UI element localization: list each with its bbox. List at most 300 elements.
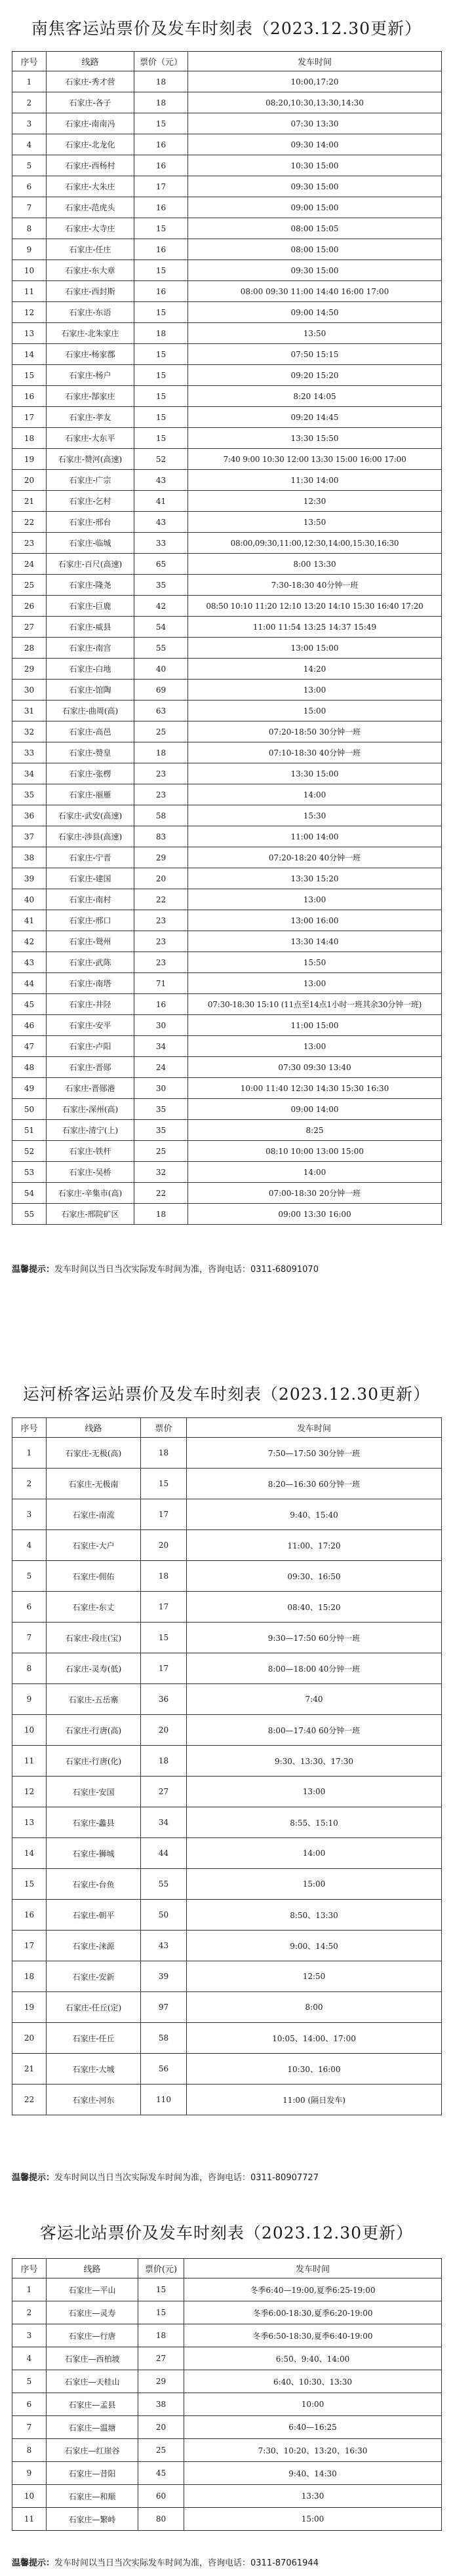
table-row <box>12 1078 442 1099</box>
row-fare: 36 <box>141 1684 187 1715</box>
row-index: 12 <box>12 1777 47 1807</box>
table-row <box>12 617 442 638</box>
table-body-nanjiao <box>12 71 442 1225</box>
row-fare: 60 <box>138 2485 184 2508</box>
row-route: 石家庄-蠡县 <box>47 1807 141 1838</box>
row-route: 石家庄-馆陶 <box>47 680 134 701</box>
table-row <box>12 491 442 512</box>
row-fare: 23 <box>134 931 188 952</box>
table-row <box>12 176 442 197</box>
header-departure: 发车时间 <box>187 1418 442 1438</box>
row-departure: 14:00 <box>187 1838 442 1869</box>
row-route: 石家庄-安平 <box>47 1015 134 1036</box>
row-fare: 25 <box>134 721 188 742</box>
table-row <box>12 2439 442 2462</box>
row-index: 5 <box>12 155 47 176</box>
table-row <box>12 449 442 470</box>
row-index: 7 <box>12 2416 47 2439</box>
row-index: 8 <box>12 1653 47 1684</box>
row-fare: 55 <box>141 1869 187 1900</box>
header-route: 线路 <box>47 2259 138 2278</box>
table-row <box>12 155 442 176</box>
row-index: 5 <box>12 2370 47 2393</box>
table-row <box>12 994 442 1015</box>
row-fare: 15 <box>134 113 188 134</box>
row-fare: 34 <box>134 1036 188 1057</box>
row-departure: 7:40 <box>187 1684 442 1715</box>
row-departure: 8:00 13:30 <box>188 554 442 575</box>
row-index: 34 <box>12 763 47 784</box>
table-row <box>12 784 442 805</box>
row-route: 石家庄-安国 <box>47 1777 141 1807</box>
row-departure: 08:00 09:30 11:00 14:40 16:00 17:00 <box>188 281 442 302</box>
row-index: 15 <box>12 365 47 386</box>
row-fare: 97 <box>141 1992 187 2023</box>
row-index: 2 <box>12 2301 47 2324</box>
row-fare: 15 <box>134 428 188 449</box>
row-fare: 80 <box>138 2508 184 2531</box>
table-row <box>12 910 442 931</box>
row-departure: 14:20 <box>188 659 442 680</box>
row-route: 石家庄-南宫 <box>47 638 134 659</box>
row-fare: 25 <box>134 1141 188 1162</box>
table-title-nanjiao: 南焦客运站票价及发车时刻表（2023.12.30更新） <box>31 19 422 38</box>
table-row <box>12 134 442 155</box>
row-route: 石家庄—繁峙 <box>47 2508 138 2531</box>
header-departure: 发车时间 <box>184 2259 442 2278</box>
table-row <box>12 1992 442 2023</box>
row-route: 石家庄-建国 <box>47 868 134 889</box>
row-fare: 16 <box>134 994 188 1015</box>
table-header-row <box>12 52 442 71</box>
table-row <box>12 533 442 554</box>
row-route: 石家庄-郜家庄 <box>47 386 134 407</box>
row-index: 1 <box>12 71 47 92</box>
table-row <box>12 323 442 344</box>
table-title-keyunbeizhan: 客运北站票价及发车时刻表（2023.12.30更新） <box>39 2223 414 2242</box>
row-index: 21 <box>12 2054 47 2085</box>
row-departure: 13:00 16:00 <box>188 910 442 931</box>
row-index: 3 <box>12 2324 47 2347</box>
row-departure: 09:00 13:30 16:00 <box>188 1204 442 1225</box>
table-row <box>12 826 442 847</box>
row-departure: 10:05、14:00、17:00 <box>187 2023 442 2054</box>
notice-text: 发车时间以当日当次实际发车时间为准，咨询电话：0311-68091070 <box>54 1265 319 1275</box>
row-route: 石家庄-杨户 <box>47 365 134 386</box>
table-row <box>12 302 442 323</box>
row-route: 石家庄-朝平 <box>47 1900 141 1931</box>
row-route: 石家庄-井陉 <box>47 994 134 1015</box>
row-departure: 09:30 15:00 <box>188 176 442 197</box>
row-departure: 12:50 <box>187 1961 442 1992</box>
row-departure: 13:30 <box>184 2485 442 2508</box>
notice-text: 发车时间以当日当次实际发车时间为准，咨询电话：0311-80907727 <box>54 2173 319 2183</box>
notice-yunheqiao <box>12 2170 441 2183</box>
row-route: 石家庄-丽雁 <box>47 784 134 805</box>
row-fare: 35 <box>134 1120 188 1141</box>
row-index: 14 <box>12 1838 47 1869</box>
table-row <box>12 2278 442 2301</box>
row-index: 13 <box>12 1807 47 1838</box>
row-fare: 33 <box>134 533 188 554</box>
row-route: 石家庄-鸳州 <box>47 931 134 952</box>
table-row <box>12 721 442 742</box>
schedule-table-nanjiao <box>12 51 442 1225</box>
row-index: 44 <box>12 973 47 994</box>
row-fare: 71 <box>134 973 188 994</box>
row-route: 石家庄-范虎头 <box>47 197 134 218</box>
row-index: 32 <box>12 721 47 742</box>
row-route: 石家庄-大户 <box>47 1530 141 1561</box>
row-fare: 27 <box>141 1777 187 1807</box>
row-route: 石家庄-河东 <box>47 2085 141 2115</box>
table-row <box>12 218 442 239</box>
row-index: 28 <box>12 638 47 659</box>
row-route: 石家庄—灵寿 <box>47 2301 138 2324</box>
row-departure: 09:20 15:20 <box>188 365 442 386</box>
row-route: 石家庄-铁杆 <box>47 1141 134 1162</box>
row-departure: 09:30、16:50 <box>187 1561 442 1592</box>
row-route: 石家庄-涞源 <box>47 1931 141 1961</box>
row-index: 11 <box>12 1746 47 1777</box>
row-index: 12 <box>12 302 47 323</box>
row-index: 53 <box>12 1162 47 1183</box>
row-departure: 09:00 15:00 <box>188 197 442 218</box>
row-route: 石家庄-赞河(高速) <box>47 449 134 470</box>
row-fare: 15 <box>138 2278 184 2301</box>
row-index: 2 <box>12 1469 47 1499</box>
table-row <box>12 1204 442 1225</box>
row-index: 9 <box>12 239 47 260</box>
header-index: 序号 <box>12 2259 47 2278</box>
table-header-row <box>12 2259 442 2278</box>
row-fare: 15 <box>134 344 188 365</box>
row-route: 石家庄-佣佑 <box>47 1561 141 1592</box>
row-departure: 10:30、16:00 <box>187 2054 442 2085</box>
table-row <box>12 973 442 994</box>
table-row <box>12 2324 442 2347</box>
row-fare: 15 <box>134 260 188 281</box>
table-row <box>12 1623 442 1653</box>
row-departure: 09:00 14:50 <box>188 302 442 323</box>
table-row <box>12 2416 442 2439</box>
row-fare: 15 <box>138 2301 184 2324</box>
row-departure: 15:00 <box>187 1869 442 1900</box>
row-route: 石家庄-行唐(化) <box>47 1746 141 1777</box>
row-fare: 18 <box>141 1561 187 1592</box>
row-index: 16 <box>12 1900 47 1931</box>
row-route: 石家庄-晋郧 <box>47 1057 134 1078</box>
row-route: 石家庄-五岳寨 <box>47 1684 141 1715</box>
row-fare: 15 <box>141 1623 187 1653</box>
row-departure: 11:30 14:00 <box>188 470 442 491</box>
row-index: 4 <box>12 2347 47 2370</box>
row-route: 石家庄-吴桥 <box>47 1162 134 1183</box>
row-fare: 23 <box>134 784 188 805</box>
schedule-table-yunheqiao <box>12 1417 442 2115</box>
table-row <box>12 763 442 784</box>
row-fare: 40 <box>134 659 188 680</box>
row-fare: 18 <box>141 1746 187 1777</box>
row-fare: 16 <box>134 134 188 155</box>
row-departure: 10:00 11:40 12:30 14:30 15:30 16:30 <box>188 1078 442 1099</box>
table-row <box>12 1561 442 1592</box>
table-row <box>12 596 442 617</box>
table-row <box>12 1961 442 1992</box>
row-departure: 09:00 14:00 <box>188 1099 442 1120</box>
row-departure: 8:20 14:05 <box>188 386 442 407</box>
row-fare: 69 <box>134 680 188 701</box>
row-departure: 14:00 <box>188 1162 442 1183</box>
row-fare: 29 <box>134 847 188 868</box>
row-departure: 08:00 15:00 <box>188 239 442 260</box>
table-row <box>12 1807 442 1838</box>
row-route: 石家庄—红崖谷 <box>47 2439 138 2462</box>
row-route: 石家庄-安新 <box>47 1961 141 1992</box>
row-departure: 13:00 <box>187 1777 442 1807</box>
row-fare: 22 <box>134 1183 188 1204</box>
row-index: 30 <box>12 680 47 701</box>
row-departure: 09:20 14:45 <box>188 407 442 428</box>
row-departure: 冬季6:00-18:30,夏季6:20-19:00 <box>184 2301 442 2324</box>
row-index: 37 <box>12 826 47 847</box>
header-index: 序号 <box>12 1418 47 1438</box>
row-route: 石家庄—温塘 <box>47 2416 138 2439</box>
row-fare: 15 <box>134 386 188 407</box>
row-index: 8 <box>12 2439 47 2462</box>
row-departure: 9:00、14:50 <box>187 1931 442 1961</box>
row-fare: 34 <box>141 1807 187 1838</box>
row-fare: 23 <box>134 763 188 784</box>
row-route: 石家庄-西杨村 <box>47 155 134 176</box>
row-route: 石家庄-隆尧 <box>47 575 134 596</box>
row-index: 5 <box>12 1561 47 1592</box>
row-route: 石家庄-南村 <box>47 889 134 910</box>
row-route: 石家庄-涉县(高速) <box>47 826 134 847</box>
row-route: 石家庄-任丘(定) <box>47 1992 141 2023</box>
row-fare: 56 <box>141 2054 187 2085</box>
table-row <box>12 1120 442 1141</box>
row-fare: 15 <box>141 1469 187 1499</box>
row-index: 49 <box>12 1078 47 1099</box>
row-fare: 16 <box>134 239 188 260</box>
table-row <box>12 2023 442 2054</box>
row-fare: 23 <box>134 910 188 931</box>
row-index: 14 <box>12 344 47 365</box>
row-route: 石家庄-邢台 <box>47 512 134 533</box>
row-departure: 9:40、15:40 <box>187 1499 442 1530</box>
row-departure: 8:50、13:30 <box>187 1900 442 1931</box>
row-departure: 07:30 13:30 <box>188 113 442 134</box>
row-departure: 7:40 9:00 10:30 12:00 13:30 15:00 16:00 17:00 <box>188 449 442 470</box>
row-fare: 41 <box>134 491 188 512</box>
row-route: 石家庄-孝友 <box>47 407 134 428</box>
row-fare: 55 <box>134 638 188 659</box>
row-route: 石家庄-台鱼 <box>47 1869 141 1900</box>
row-fare: 15 <box>134 302 188 323</box>
table-row <box>12 1715 442 1746</box>
row-index: 38 <box>12 847 47 868</box>
row-departure: 8:00—17:40 60分钟一班 <box>187 1715 442 1746</box>
table-row <box>12 113 442 134</box>
row-route: 石家庄-杨家郡 <box>47 344 134 365</box>
row-departure: 13:00 <box>188 889 442 910</box>
row-index: 7 <box>12 197 47 218</box>
row-index: 31 <box>12 701 47 721</box>
row-index: 50 <box>12 1099 47 1120</box>
row-index: 24 <box>12 554 47 575</box>
table-row <box>12 931 442 952</box>
table-row <box>12 239 442 260</box>
table-row <box>12 889 442 910</box>
notice-nanjiao <box>12 1262 441 1275</box>
row-index: 54 <box>12 1183 47 1204</box>
row-departure: 07:20-18:50 30分钟一班 <box>188 721 442 742</box>
row-departure: 12:30 <box>188 491 442 512</box>
table-row <box>12 1746 442 1777</box>
table-row <box>12 1777 442 1807</box>
table-row <box>12 847 442 868</box>
row-departure: 13:30 15:00 <box>188 763 442 784</box>
row-route: 石家庄-邢口 <box>47 910 134 931</box>
row-index: 46 <box>12 1015 47 1036</box>
row-route: 石家庄-任庄 <box>47 239 134 260</box>
row-fare: 16 <box>134 197 188 218</box>
table-row <box>12 1162 442 1183</box>
row-fare: 58 <box>134 805 188 826</box>
row-fare: 18 <box>138 2324 184 2347</box>
row-departure: 8:55、15:10 <box>187 1807 442 1838</box>
row-index: 9 <box>12 1684 47 1715</box>
row-fare: 30 <box>134 1015 188 1036</box>
header-route: 线路 <box>47 52 134 71</box>
row-route: 石家庄-白地 <box>47 659 134 680</box>
row-departure: 11:00 (隔日发车) <box>187 2085 442 2115</box>
table-row <box>12 344 442 365</box>
row-index: 3 <box>12 1499 47 1530</box>
row-route: 石家庄-曲周(高) <box>47 701 134 721</box>
row-fare: 17 <box>134 176 188 197</box>
row-route: 石家庄-东语 <box>47 302 134 323</box>
row-fare: 35 <box>134 1099 188 1120</box>
table-row <box>12 197 442 218</box>
row-departure: 07:50 15:15 <box>188 344 442 365</box>
table-row <box>12 386 442 407</box>
table-row <box>12 2485 442 2508</box>
row-route: 石家庄-威县 <box>47 617 134 638</box>
row-departure: 6:40、10:30、13:30 <box>184 2370 442 2393</box>
row-route: 石家庄-狮城 <box>47 1838 141 1869</box>
table-row <box>12 2054 442 2085</box>
row-departure: 7:30、10:20、13:20、16:30 <box>184 2439 442 2462</box>
row-fare: 38 <box>138 2393 184 2416</box>
header-departure: 发车时间 <box>188 52 442 71</box>
row-fare: 16 <box>134 281 188 302</box>
row-route: 石家庄-临城 <box>47 533 134 554</box>
row-index: 15 <box>12 1869 47 1900</box>
row-departure: 9:40、14:30 <box>184 2462 442 2485</box>
row-route: 石家庄-西封斯 <box>47 281 134 302</box>
table-row <box>12 1015 442 1036</box>
header-fare: 票价 <box>141 1418 187 1438</box>
row-route: 石家庄-赞皇 <box>47 742 134 763</box>
row-index: 48 <box>12 1057 47 1078</box>
table-row <box>12 1183 442 1204</box>
row-fare: 35 <box>134 575 188 596</box>
row-departure: 冬季6:40—19:00,夏季6:25-19:00 <box>184 2278 442 2301</box>
row-fare: 32 <box>134 1162 188 1183</box>
row-route: 石家庄-南流 <box>47 1499 141 1530</box>
row-route: 石家庄-南南冯 <box>47 113 134 134</box>
row-index: 11 <box>12 281 47 302</box>
row-fare: 17 <box>141 1499 187 1530</box>
row-index: 16 <box>12 386 47 407</box>
row-index: 17 <box>12 1931 47 1961</box>
row-fare: 110 <box>141 2085 187 2115</box>
row-index: 6 <box>12 176 47 197</box>
row-index: 20 <box>12 470 47 491</box>
row-index: 3 <box>12 113 47 134</box>
row-index: 11 <box>12 2508 47 2531</box>
row-index: 23 <box>12 533 47 554</box>
row-index: 47 <box>12 1036 47 1057</box>
table-row <box>12 365 442 386</box>
row-fare: 83 <box>134 826 188 847</box>
row-departure: 13:30 15:20 <box>188 868 442 889</box>
row-departure: 7:50—17:50 30分钟一班 <box>187 1438 442 1469</box>
row-departure: 11:00 14:00 <box>188 826 442 847</box>
row-fare: 44 <box>141 1838 187 1869</box>
row-route: 石家庄-灵寿(低) <box>47 1653 141 1684</box>
row-index: 27 <box>12 617 47 638</box>
row-index: 19 <box>12 1992 47 2023</box>
notice-label: 温馨提示： <box>12 1265 55 1275</box>
table-row <box>12 742 442 763</box>
row-index: 22 <box>12 512 47 533</box>
row-fare: 15 <box>134 407 188 428</box>
row-fare: 43 <box>141 1931 187 1961</box>
row-route: 石家庄—西柏坡 <box>47 2347 138 2370</box>
table-row <box>12 1036 442 1057</box>
row-index: 1 <box>12 1438 47 1469</box>
row-route: 石家庄-辛集市(高) <box>47 1183 134 1204</box>
row-route: 石家庄-宁晋 <box>47 847 134 868</box>
header-fare: 票价（元） <box>134 52 188 71</box>
table-row <box>12 2462 442 2485</box>
row-departure: 8:25 <box>188 1120 442 1141</box>
row-fare: 42 <box>134 596 188 617</box>
row-fare: 18 <box>134 1204 188 1225</box>
row-route: 石家庄-大东平 <box>47 428 134 449</box>
row-route: 石家庄-高邑 <box>47 721 134 742</box>
row-index: 35 <box>12 784 47 805</box>
row-departure: 8:20—16:30 60分钟一班 <box>187 1469 442 1499</box>
row-route: 石家庄—平山 <box>47 2278 138 2301</box>
table-row <box>12 575 442 596</box>
row-fare: 18 <box>134 92 188 113</box>
row-fare: 18 <box>134 71 188 92</box>
row-index: 20 <box>12 2023 47 2054</box>
row-index: 6 <box>12 1592 47 1623</box>
row-fare: 24 <box>134 1057 188 1078</box>
row-route: 石家庄-武陈 <box>47 952 134 973</box>
row-fare: 27 <box>138 2347 184 2370</box>
row-index: 19 <box>12 449 47 470</box>
row-fare: 17 <box>141 1592 187 1623</box>
row-index: 52 <box>12 1141 47 1162</box>
table-row <box>12 1900 442 1931</box>
row-departure: 冬季6:50-18:30,夏季6:40-19:00 <box>184 2324 442 2347</box>
